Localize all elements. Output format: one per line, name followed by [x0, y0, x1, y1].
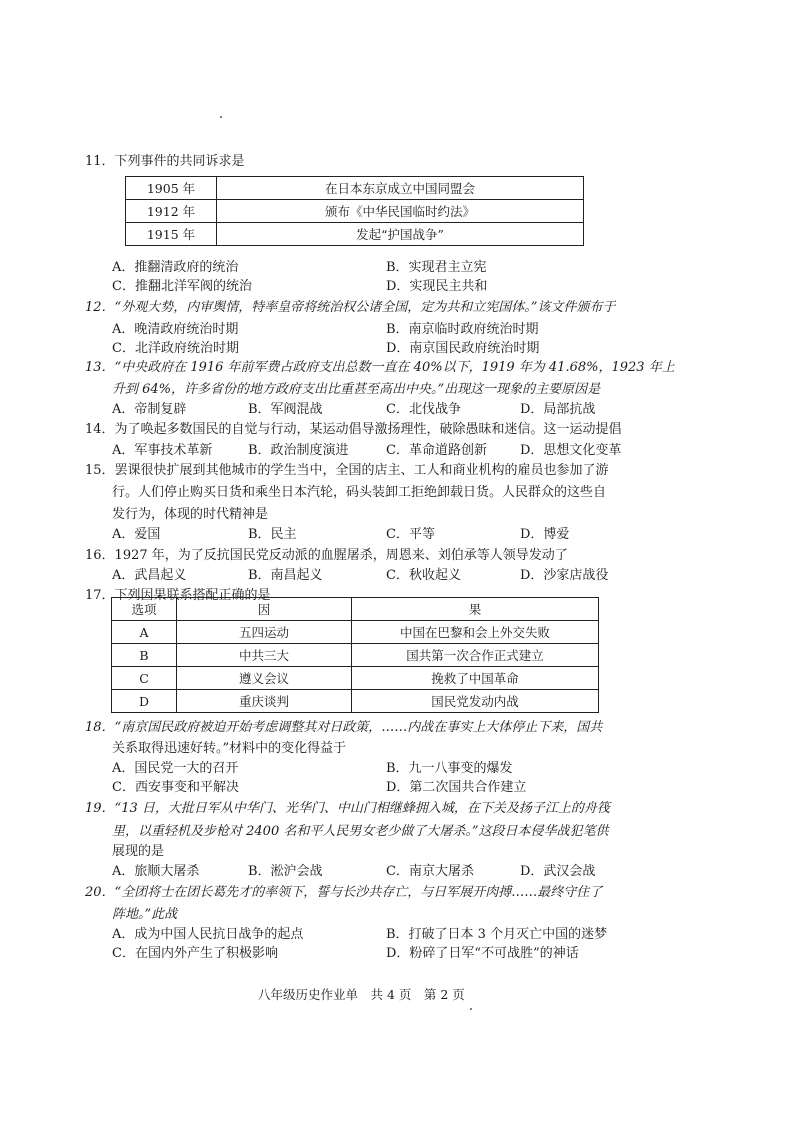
table-row [126, 223, 584, 246]
q19-option-b: B．淞沪会战 [248, 864, 323, 879]
q15-stem-line3: 发行为，体现的时代精神是 [112, 507, 269, 522]
q13-option-d: D．局部抗战 [520, 402, 596, 417]
q18-stem-line2: 关系取得迅速好转。”材料中的变化得益于 [112, 741, 347, 756]
table-cell-effect: 国共第一次合作正式建立 [352, 644, 599, 667]
table-cell-option: B [112, 644, 177, 667]
q13-option-c: C．北伐战争 [386, 402, 461, 417]
q18-option-a: A．国民党一大的召开 [112, 761, 239, 776]
table-header: 选项 [112, 598, 177, 621]
table-row [112, 621, 599, 644]
scan-speck [220, 116, 222, 118]
table-header: 果 [352, 598, 599, 621]
table-cell-cause: 重庆谈判 [177, 690, 352, 713]
q19-stem-line2: 里，以重轻机及步枪对 2400 名和平人民男女老少做了大屠杀。”这段日本侵华战犯笔供 [112, 824, 609, 839]
q17-stem: 17．下列因果联系搭配正确的是 [85, 588, 271, 603]
q20-option-d: D．粉碎了日军“不可战胜”的神话 [386, 946, 579, 961]
table-cell-event: 颁布《中华民国临时约法》 [217, 200, 584, 223]
q20-option-a: A．成为中国人民抗日战争的起点 [112, 927, 304, 942]
q13-stem-line1: 13．“中央政府在 1916 年前军费占政府支出总数一直在 40%以下，1919 年为 41.68%，1923 年上 [85, 360, 675, 375]
q14-option-a: A．军事技术革新 [112, 443, 213, 458]
q13-stem-line2: 升到 64%，许多省份的地方政府支出比重甚至高出中央。”出现这一现象的主要原因是 [112, 382, 601, 397]
q20-option-b: B．打破了日本 3 个月灭亡中国的迷梦 [386, 927, 608, 942]
q13-option-a: A．帝制复辟 [112, 402, 187, 417]
table-row [112, 667, 599, 690]
q20-option-c: C．在国内外产生了积极影响 [112, 946, 278, 961]
q12-option-c: C．北洋政府统治时期 [112, 341, 239, 356]
q15-option-a: A．爱国 [112, 527, 161, 542]
q11-option-b: B．实现君主立宪 [386, 260, 487, 275]
table-cell-effect: 国民党发动内战 [352, 690, 599, 713]
q15-option-c: C．平等 [386, 527, 435, 542]
table-row [126, 177, 584, 200]
table-cell-option: D [112, 690, 177, 713]
q19-option-c: C．南京大屠杀 [386, 864, 474, 879]
q11-option-a: A．推翻清政府的统治 [112, 260, 239, 275]
table-cell-year: 1915 年 [126, 223, 217, 246]
table-row [112, 644, 599, 667]
q18-option-d: D．第二次国共合作建立 [386, 780, 527, 795]
q15-stem-line2: 行。人们停止购买日货和乘坐日本汽轮，码头装卸工拒绝卸载日货。人民群众的这些自 [112, 485, 607, 500]
q20-stem-line1: 20．“全团将士在团长葛先才的率领下，誓与长沙共存亡，与日军展开肉搏……最终守住了 [85, 885, 603, 900]
table-cell-event: 在日本东京成立中国同盟会 [217, 177, 584, 200]
scan-speck [470, 1008, 472, 1010]
q11-option-d: D．实现民主共和 [386, 279, 488, 294]
q17-table [111, 597, 599, 713]
table-cell-effect: 中国在巴黎和会上外交失败 [352, 621, 599, 644]
table-cell-option: A [112, 621, 177, 644]
table-cell-option: C [112, 667, 177, 690]
table-cell-effect: 挽救了中国革命 [352, 667, 599, 690]
table-cell-cause: 遵义会议 [177, 667, 352, 690]
table-header: 因 [177, 598, 352, 621]
q19-stem-line1: 19．“13 日，大批日军从中华门、光华门、中山门相继蜂拥入城，在下关及扬子江上的舟筏 [85, 801, 610, 816]
q14-option-d: D．思想文化变革 [520, 443, 622, 458]
q14-stem: 14．为了唤起多数国民的自觉与行动，某运动倡导激扬理性，破除愚昧和迷信。这一运动提倡 [85, 422, 622, 437]
q14-option-c: C．革命道路创新 [386, 443, 487, 458]
q15-stem-line1: 15．罢课很快扩展到其他城市的学生当中，全国的店主、工人和商业机构的雇员也参加了游 [85, 463, 609, 478]
q14-option-b: B．政治制度演进 [248, 443, 349, 458]
q15-option-b: B．民主 [248, 527, 297, 542]
q18-option-b: B．九一八事变的爆发 [386, 761, 513, 776]
q11-option-c: C．推翻北洋军阀的统治 [112, 279, 252, 294]
page-footer: 八年级历史作业单 共 4 页 第 2 页 [258, 987, 465, 1002]
table-header-row [112, 598, 599, 621]
q16-option-b: B．南昌起义 [248, 568, 323, 583]
table-cell-cause: 五四运动 [177, 621, 352, 644]
q16-option-a: A．武昌起义 [112, 568, 187, 583]
q11-table [125, 176, 584, 246]
q18-option-c: C．西安事变和平解决 [112, 780, 239, 795]
q11-stem: 11．下列事件的共同诉求是 [85, 154, 245, 169]
q20-stem-line2: 阵地。”此战 [112, 907, 178, 922]
table-cell-year: 1905 年 [126, 177, 217, 200]
q19-stem-line3: 展现的是 [112, 844, 165, 859]
q18-stem-line1: 18．“南京国民政府被迫开始考虑调整其对日政策，……内战在事实上大体停止下来，国共 [85, 720, 603, 735]
table-cell-cause: 中共三大 [177, 644, 352, 667]
q13-option-b: B．军阀混战 [248, 402, 323, 417]
q19-option-a: A．旅顺大屠杀 [112, 864, 200, 879]
q16-option-d: D．沙家店战役 [520, 568, 609, 583]
table-row [112, 690, 599, 713]
q12-option-b: B．南京临时政府统治时期 [386, 322, 539, 337]
table-cell-event: 发起“护国战争” [217, 223, 584, 246]
q12-option-a: A．晚清政府统治时期 [112, 322, 239, 337]
table-cell-year: 1912 年 [126, 200, 217, 223]
q16-stem: 16．1927 年，为了反抗国民党反动派的血腥屠杀，周恩来、刘伯承等人领导发动了 [85, 548, 568, 563]
q12-stem: 12．“外观大势，内审舆情，特率皇帝将统治权公诸全国，定为共和立宪国体。”该文件颁布于 [85, 300, 616, 315]
q12-option-d: D．南京国民政府统治时期 [386, 341, 540, 356]
q15-option-d: D．博爱 [520, 527, 570, 542]
q19-option-d: D．武汉会战 [520, 864, 596, 879]
q16-option-c: C．秋收起义 [386, 568, 461, 583]
table-row [126, 200, 584, 223]
